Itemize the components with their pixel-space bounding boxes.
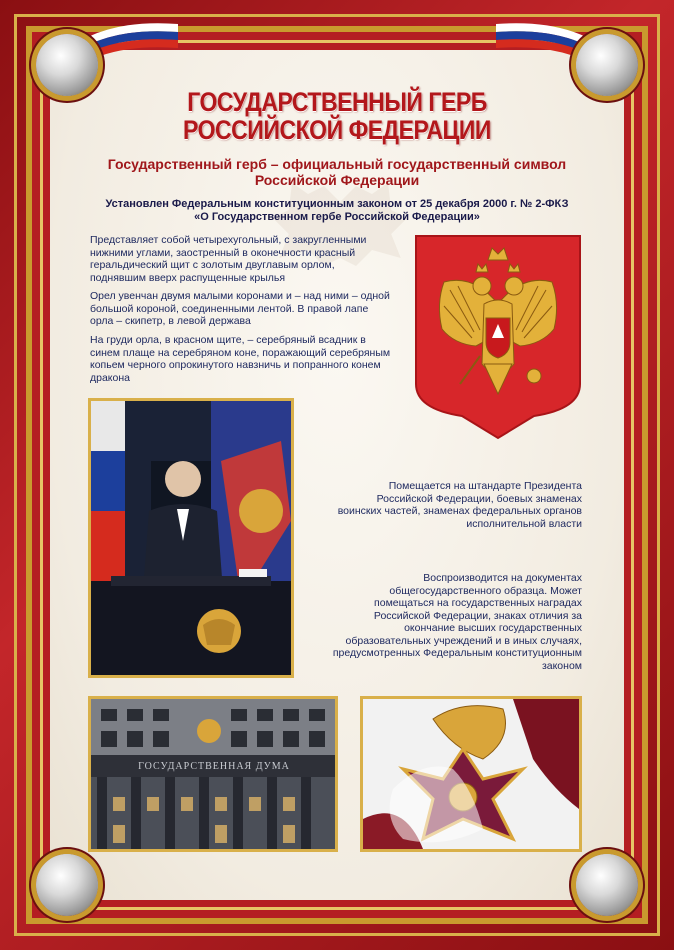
paragraph-crowns: Орел увенчан двумя малыми коронами и – над ними – одной большой короной, соединенными лентой. В правой лапе орла – скипетр, в левой держава xyxy=(90,290,390,327)
text-usage-documents: Воспроизводится на документах общегосударственного образца. Может помещаться на государственных наградах Российской Федерации, знаках отличия за окончание высших государственных образовательных учреждений и в иных случаях, предусмотренных Федеральным конституционным законом xyxy=(332,572,582,672)
coat-of-arms-icon xyxy=(414,234,582,440)
title-line-1: ГОСУДАРСТВЕННЫЙ ГЕРБ xyxy=(187,87,487,117)
text-usage-standard: Помещается на штандарте Президента Российской Федерации, боевых знаменах воинских частей, знаменах федеральных органов исполнительной власти xyxy=(337,480,582,530)
medal-top-left-icon xyxy=(22,20,112,110)
duma-building-icon xyxy=(91,699,335,849)
award-order-icon xyxy=(363,699,579,849)
page-title xyxy=(178,88,496,144)
photo-president-podium xyxy=(88,398,294,678)
photo-state-duma xyxy=(88,696,338,852)
title-line-2: РОССИЙСКОЙ ФЕДЕРАЦИИ xyxy=(183,115,491,145)
subtitle-line-2: Российской Федерации xyxy=(254,172,420,188)
medal-top-right-icon xyxy=(562,20,652,110)
duma-sign: ГОСУДАРСТВЕННАЯ ДУМА xyxy=(138,761,290,772)
podium-scene-icon xyxy=(91,401,291,675)
medal-bottom-left-icon xyxy=(22,840,112,930)
photo-state-award xyxy=(360,696,582,852)
paragraph-shield: Представляет собой четырехугольный, с закругленными нижними углами, заостренный в оконечности красный геральдический щит с золотым двуглавым орлом, поднявшим вверх распущенные крылья xyxy=(90,234,367,284)
law-line-1: Установлен Федеральным конституционным законом от 25 декабря 2000 г. № 2-ФКЗ xyxy=(105,198,569,210)
paragraph-rider: На груди орла, в красном щите, – серебряный всадник в синем плаще на серебряном коне, поражающий серебряным копьем черного опрокинутого навзничь и попранного конем дракона xyxy=(90,334,391,384)
law-line-2: «О Государственном гербе Российской Федерации» xyxy=(194,211,480,223)
law-reference xyxy=(90,198,584,224)
subtitle xyxy=(90,156,584,188)
subtitle-line-1: Государственный герб – официальный государственный символ xyxy=(107,156,567,172)
medal-bottom-right-icon xyxy=(562,840,652,930)
